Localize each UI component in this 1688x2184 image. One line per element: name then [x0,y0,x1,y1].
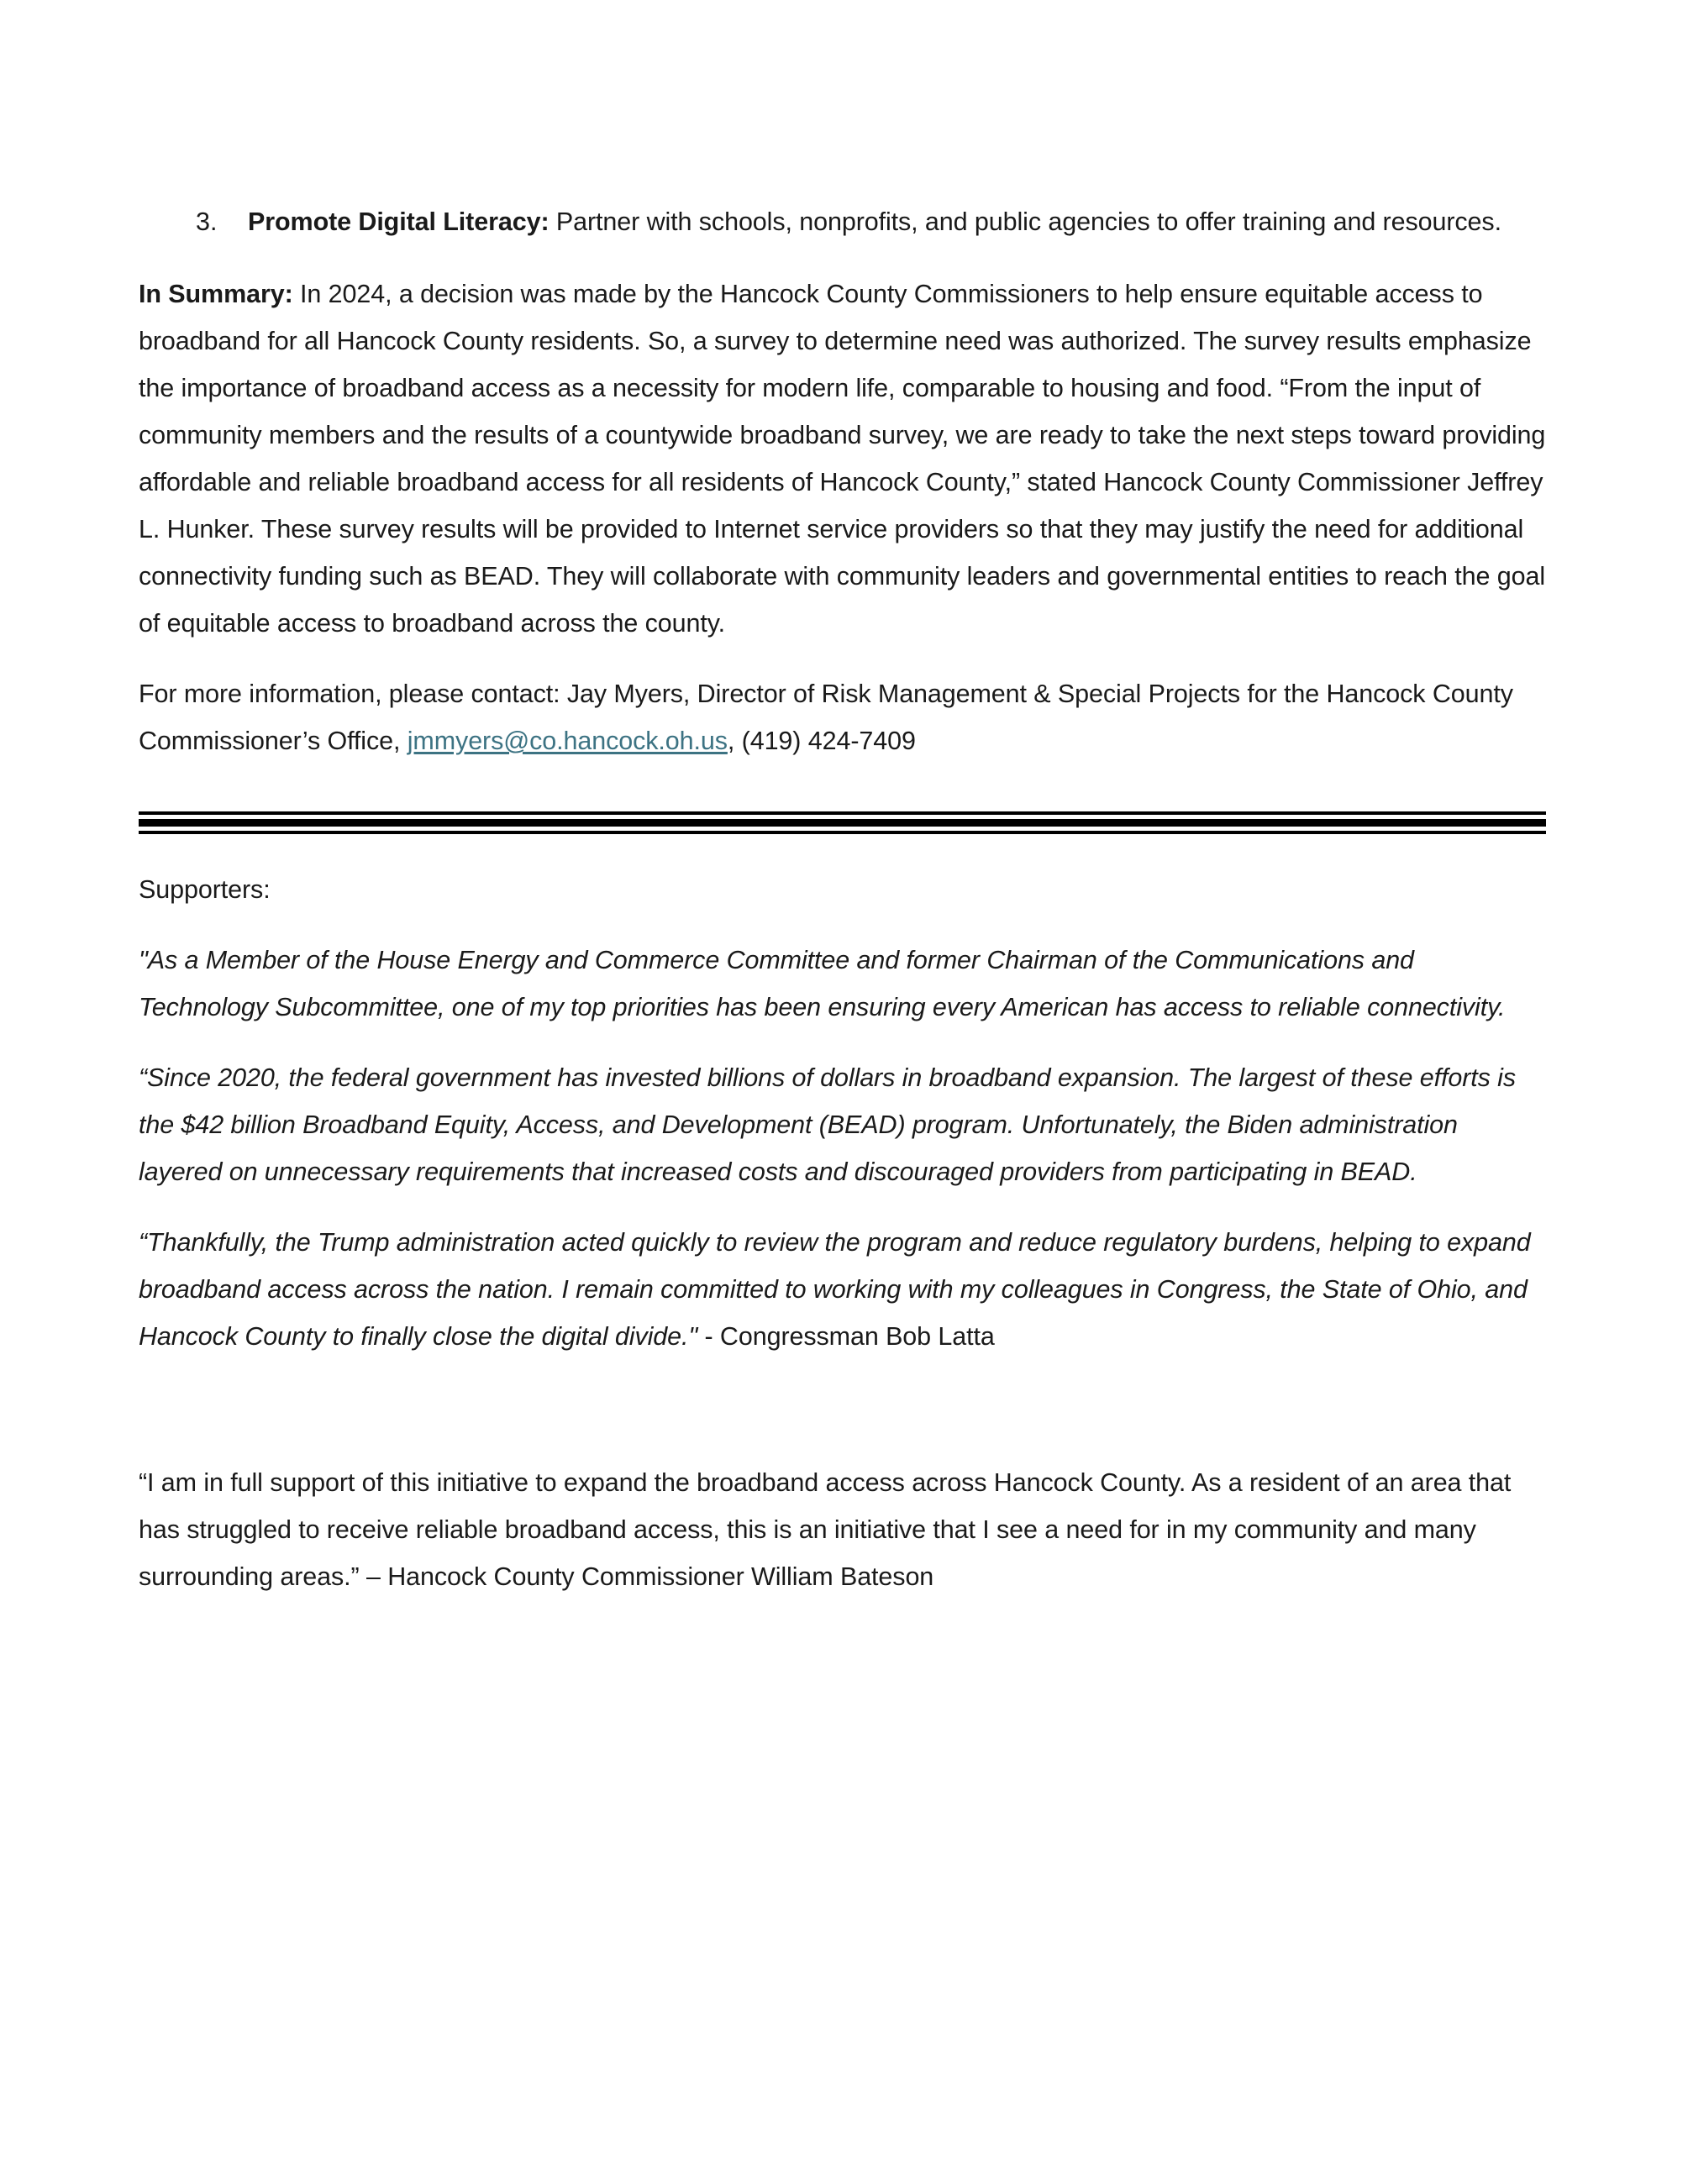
list-item-marker: 3. [196,207,218,236]
document-content-column [139,0,1546,1600]
supporters-heading: Supporters: [139,875,271,904]
contact-text-after-email: , (419) 424-7409 [727,727,916,755]
summary-paragraph [139,270,1546,647]
section-divider [139,811,1546,834]
supporter-quote-latta-3-text: “Thankfully, the Trump administration acted quickly to review the program and reduce regulatory burdens, helping to expand broadband access across the nation. I remain committed to working with my colleagues in Congress, the State of Ohio, and Hancock County to finally close the digital divide." [139,1228,1531,1351]
contact-text-before-email: For more information, please contact: Jay Myers, Director of Risk Management & Special Projects for the Hancock County Commissioner’s Office, [139,680,1513,755]
contact-email-link[interactable]: jmmyers@co.hancock.oh.us [407,727,728,755]
supporter-quote-latta-1: "As a Member of the House Energy and Commerce Committee and former Chairman of the Communications and Technology Subcommittee, one of my top priorities has been ensuring every American has access to reliable connectivity. [139,946,1506,1021]
list-item-text [248,207,1501,236]
list-item-body: Partner with schools, nonprofits, and public agencies to offer training and resources. [549,207,1501,236]
spacer [139,764,1546,811]
supporter-attribution-latta: - Congressman Bob Latta [697,1322,995,1351]
summary-lead: In Summary: [139,280,293,308]
spacer [139,245,1546,270]
spacer [139,1031,1546,1054]
spacer [139,1195,1546,1219]
spacer [139,913,1546,937]
list-item-lead: Promote Digital Literacy: [248,207,550,236]
divider-line-middle [139,819,1546,827]
list-item [139,198,1546,245]
supporter-quote-latta-2: “Since 2020, the federal government has invested billions of dollars in broadband expansion. The largest of these efforts is the $42 billion Broadband Equity, Access, and Development (BEAD) program. Unfortunately, the Biden administration layered on unnecessary requirements that increased costs and discouraged providers from participating in BEAD. [139,1063,1516,1186]
supporter-quote-bateson: “I am in full support of this initiative to expand the broadband access across Hancock County. As a resident of an area that has struggled to receive reliable broadband access, this is an initiative that I see a need for in my community and many surrounding areas.” – Hancock County Commissioner William Bateson [139,1468,1512,1591]
supporter-quote-latta-3 [139,1219,1546,1360]
spacer [139,834,1546,866]
spacer [139,1360,1546,1459]
ordered-list [139,0,1546,245]
spacer [139,647,1546,670]
contact-paragraph [139,670,1546,764]
summary-body: In 2024, a decision was made by the Hancock County Commissioners to help ensure equitable access to broadband for all Hancock County residents. So, a survey to determine need was authorized. The survey results emphasize the importance of broadband access as a necessity for modern life, comparable to housing and food. “From the input of community members and the results of a countywide broadband survey, we are ready to take the next steps toward providing affordable and reliable broadband access for all residents of Hancock County,” stated Hancock County Commissioner Jeffrey L. Hunker. These survey results will be provided to Internet service providers so that they may justify the need for additional connectivity funding such as BEAD. They will collaborate with community leaders and governmental entities to reach the goal of equitable access to broadband across the county. [139,280,1546,638]
